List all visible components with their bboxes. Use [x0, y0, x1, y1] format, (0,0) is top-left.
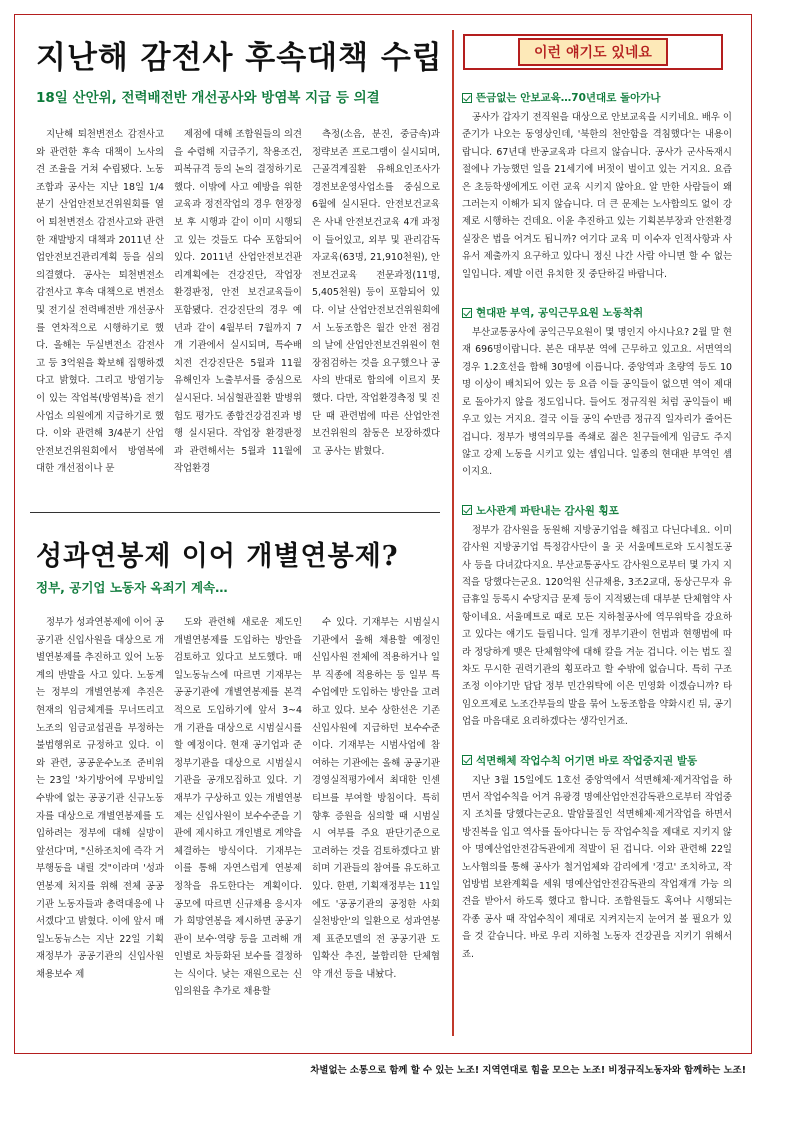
article2-column-2 [174, 614, 302, 1046]
sidebar-item-title [462, 503, 732, 518]
sidebar-item [462, 90, 732, 283]
sidebar-item [462, 503, 732, 731]
checkbox-icon [462, 93, 472, 103]
article2-column-3 [312, 614, 440, 1046]
sidebar-item-title [462, 305, 732, 320]
sidebar-item-title-text: 석면해체 작업수칙 어기면 바로 작업중지권 발동 [476, 754, 698, 767]
sidebar-item-body: 정부가 감사원을 동원해 지방공기업을 해집고 다닌다네요. 이미 감사원 지방공기업 특정감사단이 울 곳 서울메트로와 도시철도공사 등을 다녀갔다지요. 부산교통공사도 감사원으로부터 몇 가지 지적을 당했다는군요. 120억원 신규채용, 3조2교대, 동상근무자 유급휴일 등록시 수당지급 문제 등이 지적됐는데 대부분 단체협약 사항이네요. 서울메트로 때로 모든 지하철공사에 역무위탁을 강요하고 있다는 얘기도 들립니다. 일개 정부기관이 헌법과 현행법에 따라 정당하게 맺은 단체협약에 대해 칼을 겨눈 겁니다. 이는 법도 질차도 무시한 권력기관의 횡포라고 할 수밖에 없습니다. 특히 구조조정 이야기만 답답 정부 민간위탁에 이은 민영화 이겠습니까? 타임오프제로 노조간부들의 발을 묶어 노동조합을 약화시킨 뒤, 공기업을 마음대로 요리하겠다는 생각인거죠. [462, 524, 732, 728]
sidebar-item-title-text: 노사관계 파탄내는 감사원 횡포 [476, 504, 619, 517]
sidebar-item-title [462, 753, 732, 768]
article2-subtitle: 정부, 공기업 노동자 옥죄기 계속… [36, 580, 228, 595]
sidebar-item-title-text: 뜬금없는 안보교육…70년대로 돌아가나 [476, 92, 661, 104]
article1-text: 지난해 퇴천변전소 감전사고와 관련한 후속 대책이 노사의견 조율을 거쳐 수립됐다. 노동조합과 공사는 지난 18일 1/4분기 산업안전보건위원회를 열어 퇴천변전소 감전사고와 관련한 재발방지 대책과 2011년 산업안전보건관리계획 등을 심의 의결했다. 공사는 퇴천변전소 감전사고 후속 대책으로 변전소 및 전기실 전력배전반 개선공사를 연차적으로 시행하기로 했다. 올해는 두실변전소 감전사고 등 3억원을 확보해 집행하겠다고 밝혔다. 그리고 방염기능이 있는 작업복(방염복)을 전기사업소 의원에게 지급하기로 했다. 이와 관련해 3/4분기 산업안전보건위원회에서 방염복에 대한 개선점이나 문 [36, 129, 164, 475]
article1-title: 지난해 감전사 후속대책 수립 [36, 40, 443, 76]
article2-body [36, 614, 440, 1046]
checkbox-icon [462, 505, 472, 515]
article2-text: 수 있다. 기재부는 시범실시 기관에서 올해 채용할 예정인 신입사원 전체에 적용하거나 일부 직종에 적용하는 등 일부 특수업에만 도입하는 방안을 고려하고 있다. 보수 상한선은 기존 신입사원에 지급하던 보수수준이다. 기재부는 시범사업에 참여하는 기관에는 올해 공공기관 경영실적평가에서 최대한 인센티브를 부여할 방침이다. 특히 향후 증원을 심의할 때 시범실시 여부를 주요 판단기준으로 고려하는 것을 검토하겠다고 밝히며 기관들의 참여를 유도하고 있다. 한편, 기획재정부는 11일에도 '공공기관의 공정한 사회 실천방안'의 일환으로 성과연봉제 표준모델의 전 공공기관 도입확산 추진, 불합리한 단체협약 개선 등을 내놨다. [312, 617, 440, 980]
article1-text: 측정(소음, 분진, 중금속)과 정략보존 프로그램이 실시되며, 근골격계질환 유해요인조사가 경전보운영사업소를 중심으로 6월에 실시된다. 안전보건교육은 사내 안전보건교육 4개 과정이 들어있고, 외부 및 관리감독자교육(63명, 21,910천원), 안전보건교육 전문과정(11명, 5,405천원) 등이 포함되어 있다. 이날 산업안전보건위원회에서 노동조합은 월간 안전 점검의 날에 산업안전보건위원이 현장점검하는 것을 요구했으나 공사의 반대로 합의에 이르지 못했다. 다만, 작업환경측정 및 진단 때 관련법에 따른 산업안전보건위원의 참동은 보장하겠다고 공사는 밝혔다. [312, 129, 440, 457]
article1-column-1 [36, 126, 164, 496]
article1-text: 제점에 대해 조합원들의 의견을 수렴해 지급주기, 착용조건, 피복규격 등의 논의 결정하기로 했다. 이밖에 사고 예방을 위한 교육과 정전작업의 경우 현장정보 후 시행과 같이 이미 시행되고 있는 것들도 다수 포함되어 있다. 2011년 산업안전보건관리계획에는 건강진단, 작업장 환경판정, 안전 보건교육들이 포함됐다. 건강진단의 경우 예년과 같이 4월부터 7월까지 7개 기관에서 실시되며, 특수배치전 건강진단은 5월과 11월 유해인자 노출부서를 중심으로 실시된다. 뇌심혈관질환 발병위험도 평가도 종합건강검진과 병행 실시된다. 작업장 환경판정과 관련해서는 5월과 11월에 작업환경 [174, 129, 302, 475]
article2-title: 성과연봉제 이어 개별연봉제? [36, 541, 399, 572]
footer-slogan: 차별없는 소통으로 함께 할 수 있는 노조! 지역연대로 힘을 모으는 노조! 비정규직노동자와 함께하는 노조! [310, 1065, 746, 1076]
article2-text: 도와 관련해 새로운 제도인 개별연봉제를 도입하는 방안을 검토하고 있다고 보도했다. 매일노동뉴스에 따르면 기재부는 공공기관에 개별연봉제를 본격적으로 도입하기에 앞서 3~4개 기관을 대상으로 시범실시를 할 예정이다. 현재 공기업과 준정부기관을 대상으로 시범실시 기관을 공개모집하고 있다. 기재부가 구상하고 있는 개별연봉제는 신입사원이 보수수준을 기관에 제시하고 개인별로 계약을 체결하는 방식이다. 기재부는 이를 통해 자연스럽게 연봉제 정착을 유도한다는 계획이다. 공모에 따르면 신규채용 응시자가 희망연봉을 제시하면 공공기관이 보수·역량 등을 고려해 개인별로 차등화된 보수를 결정하는 식이다. 낮는 재원으로는 신입의원을 추가로 채용할 [174, 617, 302, 998]
sidebar-header [463, 34, 723, 70]
sidebar-item-body: 지난 3월 15일에도 1호선 중앙역에서 석면해체·제거작업을 하면서 작업수칙을 어겨 유광경 명예산업안전감독관으로부터 작업중지 조치를 당했다는군요. 발암물질인 석면해체·제거작업을 하면서 방진복을 입고 역사를 돌아다니는 등 작업수칙을 제대로 지키지 않아 명예산업안전감독관에게 적발이 된 겁니다. 이와 관련해 22일 노사협의를 통해 공사가 철거업체와 감리에게 '경고' 조치하고, 작업방법 보완계획을 세워 명예산업안전감독관의 작업재개 가능 의견을 받아서 하도록 했다고 합니다. 조합원들도 혹여나 시행되는 각종 공사 때 작업수칙이 제대로 지켜지는지 눈여겨 볼 필요가 있을 것 같습니다. 바로 우리 지하철 노동자 건강권을 지키기 위해서죠. [462, 774, 732, 960]
article-divider [30, 512, 440, 513]
sidebar-item-title [462, 90, 732, 105]
sidebar-item-body: 공사가 갑자기 전직원을 대상으로 안보교육을 시키네요. 배우 이준기가 나오는 동영상인데, '북한의 천안함을 격침했다'는 내용이랍니다. 67년대 반공교육과 다르지 않습니다. 공사가 군사독재시절에나 가능했던 일을 21세기에 버젓이 벌이고 있는 거지요. 요즘은 초등학생에게도 이런 교육 시키지 않아요. 알 만한 사람들이 왜 그러는지 이해가 되지 않습니다. 더 큰 문제는 노사합의도 없이 강제로 시행하는 건데요. 이윤 추진하고 있는 기획본부장과 안전환경실장은 법을 어겨도 됩니까? 여기다 교육 미 이수자 인적사항과 사유서 제출까지 요구하고 있다니 정신 나간 사람 아니면 할 수 없는 일입니다. 제발 이런 유치한 짓 중단하길 바랍니다. [462, 112, 732, 280]
sidebar-item-title-text: 현대판 부역, 공익근무요원 노동착취 [476, 307, 644, 320]
sidebar-item [462, 305, 732, 481]
sidebar-item [462, 753, 732, 963]
article2-column-1 [36, 614, 164, 1046]
checkbox-icon [462, 755, 472, 765]
article1-body [36, 126, 440, 496]
article1-subtitle: 18일 산안위, 전력배전반 개선공사와 방염복 지급 등 의결 [36, 90, 380, 106]
column-divider [452, 30, 454, 1036]
checkbox-icon [462, 308, 472, 318]
sidebar-item-body: 부산교통공사에 공익근무요원이 몇 명인지 아시나요? 2월 말 현재 696명이랍니다. 본은 대부분 역에 근무하고 있고요. 서면역의 경우 1.2호선을 합해 30명에 이릅니다. 중앙역과 초량역 등도 10명 이상이 배치되어 있는 등 요즘 이들 공익들이 없으면 역이 제대로 돌아가지 않을 정도입니다. 들어도 정규직원 처럼 공익들이 배우고 있는 거지요. 결국 이들 공익 수만큼 정규직 일자리가 줄어든 겁니다. 정부가 병역의무를 족쇄로 젊은 친구들에게 임금도 주지 않고 강제 노동을 시키고 있는 셈입니다. 일종의 현대판 부역인 셈이지요. [462, 327, 732, 478]
article1-column-2 [174, 126, 302, 496]
article1-column-3 [312, 126, 440, 496]
sidebar-title: 이런 얘기도 있네요 [518, 38, 668, 66]
sidebar-items [462, 90, 732, 1040]
article2-text: 정부가 성과연봉제에 이어 공공기관 신입사원을 대상으로 개별연봉제를 추진하고 있어 노동계의 반발을 사고 있다. 노동계는 정부의 개별연봉제 추진은 현재의 임금체계를 무너뜨리고 노조의 임금교섭권을 부정하는 불법행위로 규정하고 있다. 이와 관련, 공공운수노조 준비위는 23일 '차기방어에 무방비일 수밖에 없는 공공기관 신규노동자를 대상으로 개별연봉제를 도입하려는 정부에 대해 실망이 앞선다'며, "신하조치에 즉각 거부행동을 내릴 것"이라며 '성과연봉제 처지를 위해 전체 공공기관 노동자들과 총력대응에 나서겠다'고 밝혔다. 이에 앞서 매일노동뉴스는 지난 22일 기획재정부가 공공기관의 신입사원 채용보수 제 [36, 617, 164, 980]
